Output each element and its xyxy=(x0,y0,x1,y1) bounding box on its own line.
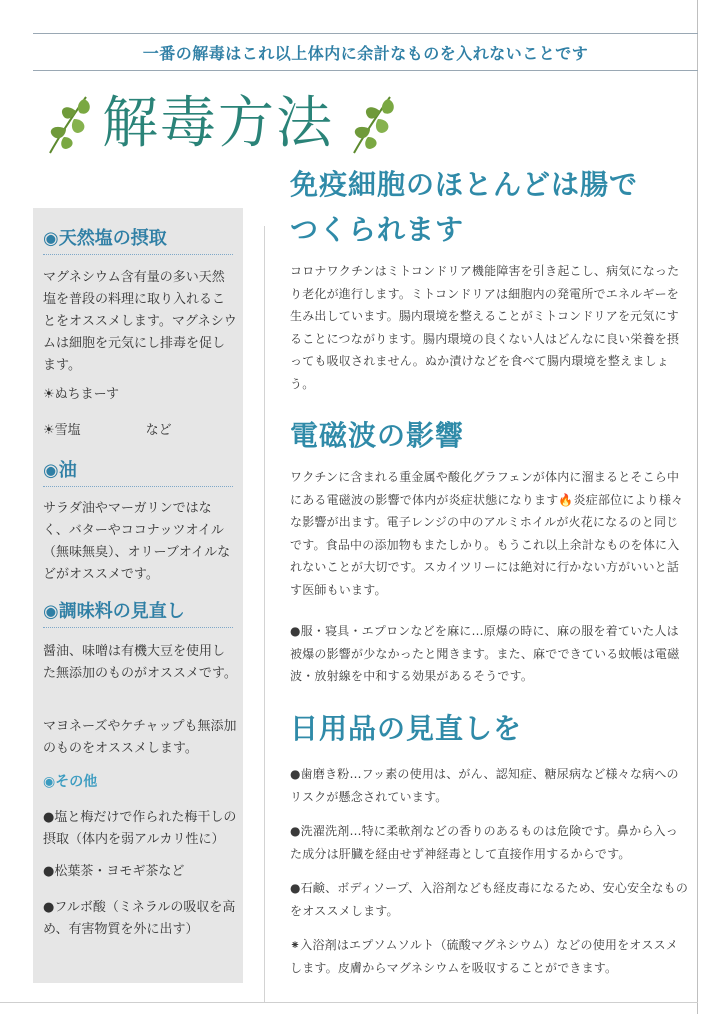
sidebar-panel xyxy=(33,208,243,983)
em-body-2: ●服・寝具・エプロンなどを麻に…原爆の時に、麻の服を着ていた人は被爆の影響が少なかったと聞きます。また、麻でできている蚊帳は電磁波・放射線を中和する効果があるそうです。 xyxy=(290,624,680,683)
other-item-umeboshi: ●塩と梅だけで作られた梅干しの摂取（体内を弱アルカリ性に） xyxy=(43,810,237,847)
page-edge-right xyxy=(697,0,698,1014)
salt-item-nuchimasu: ☀ぬちまーす xyxy=(43,387,120,402)
salt-heading: ◉天然塩の摂取 xyxy=(43,224,233,255)
salt-item-yukishio: ☀雪塩 など xyxy=(43,423,172,438)
oil-body: サラダ油やマーガリンではなく、バターやココナッツオイル（無味無臭）、オリーブオイルなどがオススメです。 xyxy=(43,501,231,582)
immune-heading-line-2: つくられます xyxy=(290,213,465,246)
oil-heading: ◉油 xyxy=(43,456,233,487)
seasoning-heading: ◉調味料の見直し xyxy=(43,597,233,628)
seasoning-body-1: 醤油、味噌は有機大豆を使用した無添加のものがオススメです。 xyxy=(43,644,237,681)
other-item-tea: ●松葉茶・ヨモギ茶など xyxy=(43,864,185,879)
daily-heading: 日用品の見直しを xyxy=(290,712,523,745)
other-heading: ◉その他 xyxy=(43,774,98,790)
immune-heading-line-1: 免疫細胞のほとんどは腸で xyxy=(290,168,639,201)
herb-leaf-icon xyxy=(340,89,400,159)
daily-body-soap: ●石鹸、ボディソープ、入浴剤なども経皮毒になるため、安心安全なものをオススメします。 xyxy=(290,881,689,918)
daily-body-bath: ⁕入浴剤はエプソムソルト（硫酸マグネシウム）などの使用をオススメします。皮膚からマグネシウムを吸収することができます。 xyxy=(290,938,678,975)
seasoning-body-2: マヨネーズやケチャップも無添加のものをオススメします。 xyxy=(43,719,237,756)
title-text: 解毒方法 xyxy=(102,91,334,156)
salt-body: マグネシウム含有量の多い天然塩を普段の料理に取り入れることをオススメします。マグネシウムは細胞を元気にし排毒を促します。 xyxy=(43,270,237,373)
banner-text: 一番の解毒はこれ以上体内に余計なものを入れないことです xyxy=(142,43,589,63)
daily-body-toothpaste: ●歯磨き粉…フッ素の使用は、がん、認知症、糖尿病など様々な病へのリスクが懸念されています。 xyxy=(290,767,679,804)
column-divider xyxy=(264,226,265,1002)
immune-body: コロナワクチンはミトコンドリア機能障害を引き起こし、病気になったり老化が進行します。ミトコンドリアは細胞内の発電所でエネルギーを生み出しています。腸内環境を整えることがミトコンドリアを元気にすることにつながります。腸内環境の良くない人はどんなに良い栄養を摂っても吸収されません。ぬか漬けなどを食べて腸内環境を整えましょう。 xyxy=(290,264,680,391)
page-title xyxy=(36,84,436,164)
em-heading: 電磁波の影響 xyxy=(290,419,465,452)
daily-body-detergent: ●洗濯洗剤…特に柔軟剤などの香りのあるものは危険です。鼻から入った成分は肝臓を経由せず神経毒として直接作用するからです。 xyxy=(290,824,678,861)
immune-heading xyxy=(290,162,638,252)
other-item-fulvic: ●フルボ酸（ミネラルの吸収を高め、有害物質を外に出す） xyxy=(43,900,236,937)
top-banner xyxy=(33,33,698,71)
herb-leaf-icon xyxy=(36,89,96,159)
page-edge-bottom xyxy=(0,1002,698,1003)
em-body-1: ワクチンに含まれる重金属や酸化グラフェンが体内に溜まるとそこら中にある電磁波の影響で体内が炎症状態になります🔥炎症部位により様々な影響が出ます。電子レンジの中のアルミホイルが火花になるのと同じです。食品中の添加物もまたしかり。もうこれ以上余計なものを体に入れないことが大切です。スカイツリーには絶対に行かない方がいいと話す医師もいます。 xyxy=(290,470,684,597)
